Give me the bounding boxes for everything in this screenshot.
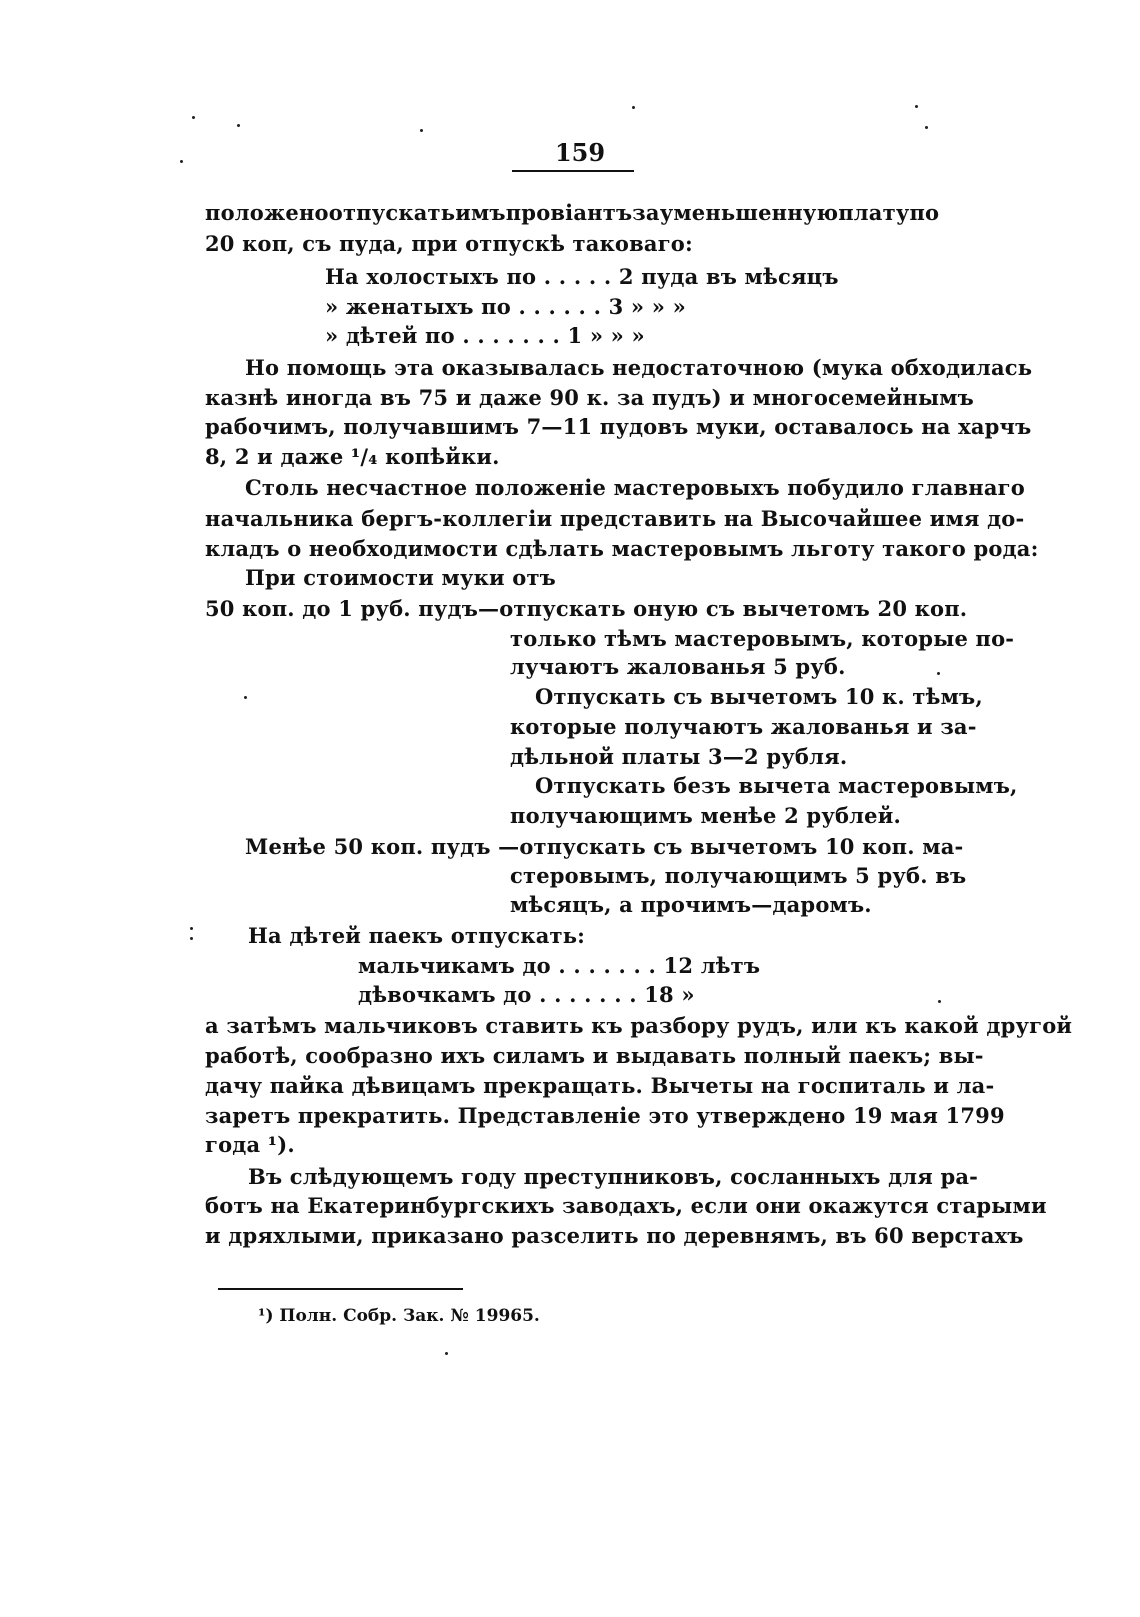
text-line: Менѣе 50 коп. пудъ —отпускать съ вычетомъ 10 коп. ма-	[245, 834, 964, 859]
scan-speck	[632, 106, 635, 109]
text-line: заретъ прекратить. Представленіе это утверждено 19 мая 1799	[205, 1103, 1005, 1128]
text-line: начальника бергъ-коллегіи представить на Высочайшее имя до-	[205, 506, 1025, 531]
text-line: а затѣмъ мальчиковъ ставить къ разбору рудъ, или къ какой другой	[205, 1013, 1073, 1038]
scan-speck	[938, 1000, 941, 1003]
scan-speck	[244, 696, 247, 699]
text-line: При стоимости муки отъ	[245, 565, 556, 590]
text-line: На холостыхъ по . . . . . 2 пуда въ мѣсяцъ	[325, 264, 839, 289]
footnote-rule	[218, 1288, 463, 1290]
text-line: » дѣтей по . . . . . . . 1 » » »	[325, 323, 645, 348]
scan-speck	[180, 160, 183, 163]
text-line: мѣсяцъ, а прочимъ—даромъ.	[510, 892, 872, 917]
text-line: На дѣтей паекъ отпускать:	[248, 923, 586, 948]
text-line: стеровымъ, получающимъ 5 руб. въ	[510, 863, 967, 888]
scan-speck	[190, 937, 193, 940]
text-line: ботъ на Екатеринбургскихъ заводахъ, если они окажутся старыми	[205, 1193, 1047, 1218]
text-line: Но помощь эта оказывалась недостаточною (мука обходилась	[245, 355, 1033, 380]
page-number: 159	[554, 138, 606, 167]
text-line: получающимъ менѣе 2 рублей.	[510, 803, 902, 828]
text-line: кладъ о необходимости сдѣлать мастеровымъ льготу такого рода:	[205, 536, 1039, 561]
text-line: Отпускать безъ вычета мастеровымъ,	[535, 773, 1018, 798]
scan-speck	[937, 672, 940, 675]
text-line: дѣльной платы 3—2 рубля.	[510, 744, 848, 769]
text-line: лучаютъ жалованья 5 руб.	[510, 654, 846, 679]
text-line: дѣвочкамъ до . . . . . . . 18 »	[358, 982, 695, 1007]
text-line: года ¹).	[205, 1132, 295, 1157]
text-line: только тѣмъ мастеровымъ, которые по-	[510, 626, 1015, 651]
text-line: и дряхлыми, приказано разселить по деревнямъ, въ 60 верстахъ	[205, 1223, 1024, 1248]
page-number-rule	[512, 170, 634, 172]
text-line: положено отпускать имъ провіантъ за уменьшенную плату по	[205, 200, 940, 225]
scan-speck	[915, 105, 918, 108]
text-line: которые получаютъ жалованья и за-	[510, 714, 977, 739]
text-line: рабочимъ, получавшимъ 7—11 пудовъ муки, оставалось на харчъ	[205, 414, 1032, 439]
text-line: 8, 2 и даже ¹/₄ копѣйки.	[205, 444, 500, 469]
scan-speck	[445, 1352, 448, 1355]
text-line: казнѣ иногда въ 75 и даже 90 к. за пудъ) и многосемейнымъ	[205, 385, 974, 410]
text-line: Столь несчастное положеніе мастеровыхъ побудило главнаго	[245, 475, 1025, 500]
text-line: 50 коп. до 1 руб. пудъ—отпускать оную съ вычетомъ 20 коп.	[205, 596, 968, 621]
scan-speck	[190, 927, 193, 930]
text-line: мальчикамъ до . . . . . . . 12 лѣтъ	[358, 953, 761, 978]
scan-speck	[192, 116, 195, 119]
text-line: Отпускать съ вычетомъ 10 к. тѣмъ,	[535, 684, 983, 709]
text-line: Въ слѣдующемъ году преступниковъ, сосланныхъ для ра-	[248, 1164, 979, 1189]
scan-speck	[237, 124, 240, 127]
text-line: » женатыхъ по . . . . . . 3 » » »	[325, 294, 686, 319]
scan-speck	[420, 129, 423, 132]
text-line: 20 коп, съ пуда, при отпускѣ таковаго:	[205, 231, 693, 256]
scan-speck	[925, 126, 928, 129]
footnote: ¹) Полн. Собр. Зак. № 19965.	[258, 1306, 540, 1326]
text-line: дачу пайка дѣвицамъ прекращать. Вычеты на госпиталь и ла-	[205, 1073, 995, 1098]
text-line: работѣ, сообразно ихъ силамъ и выдавать полный паекъ; вы-	[205, 1043, 984, 1068]
